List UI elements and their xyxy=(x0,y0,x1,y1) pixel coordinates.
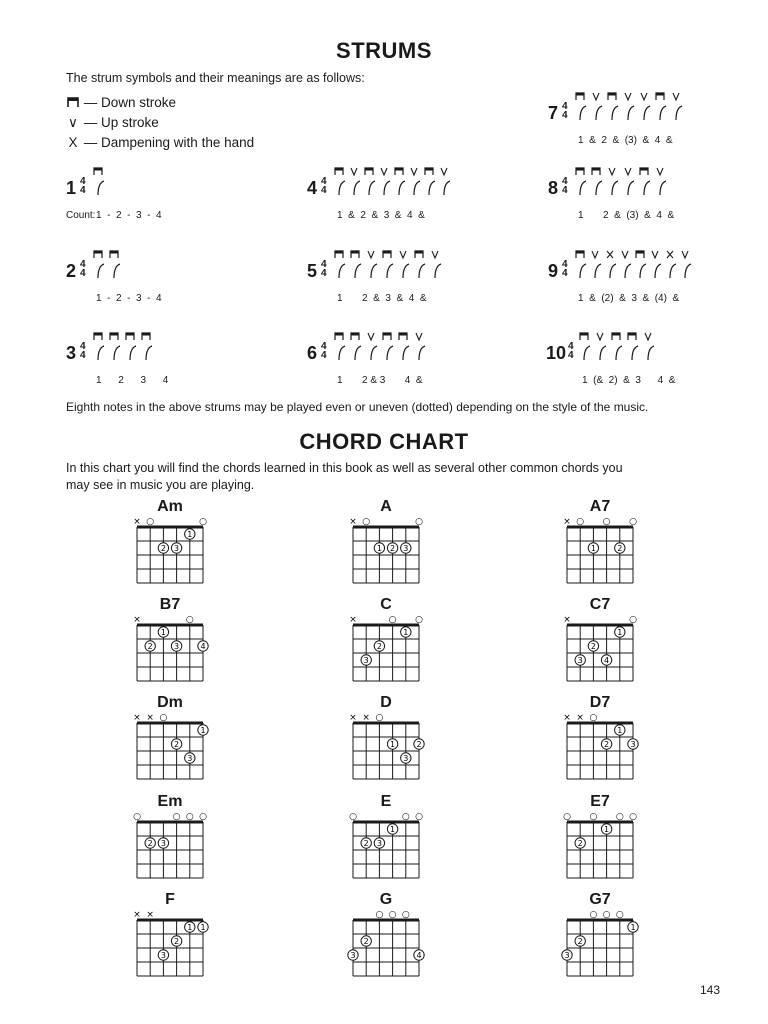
finger-number: 3 xyxy=(350,951,356,960)
intro-line-2: may see in music you are playing. xyxy=(66,478,255,492)
note-stem xyxy=(339,346,345,360)
strum-counts: 1 & (2) & 3 & (4) & xyxy=(578,293,680,304)
strum-notation xyxy=(333,332,463,366)
strum-notation xyxy=(92,250,222,284)
finger-number: 2 xyxy=(174,937,180,946)
up-stroke-icon xyxy=(411,168,417,175)
down-stroke-icon xyxy=(576,251,584,258)
note-stem xyxy=(632,346,638,360)
note-stem xyxy=(644,106,650,120)
down-stroke-icon xyxy=(656,93,664,100)
note-stem xyxy=(580,264,586,278)
up-stroke-icon xyxy=(416,333,422,340)
finger-number: 4 xyxy=(416,951,422,960)
down-stroke-icon xyxy=(395,168,403,175)
note-stem xyxy=(114,346,120,360)
chord-chart-intro xyxy=(66,460,716,494)
note-stem xyxy=(660,106,666,120)
down-stroke-icon xyxy=(580,333,588,340)
finger-number: 3 xyxy=(174,642,180,651)
strums-title: STRUMS xyxy=(336,38,432,63)
chord-diagram-a xyxy=(345,515,427,591)
note-stem xyxy=(146,346,152,360)
strum-number: 6 xyxy=(307,343,318,363)
time-signature: 4 4 xyxy=(321,341,327,361)
strum-number: 3 xyxy=(66,343,77,363)
finger-number: 3 xyxy=(564,951,570,960)
finger-number: 2 xyxy=(160,544,166,553)
open-string-icon: ○ xyxy=(185,812,194,822)
chord-name-c: C xyxy=(380,596,392,613)
finger-number: 3 xyxy=(577,656,583,665)
finger-number: 3 xyxy=(630,740,636,749)
note-stem xyxy=(616,346,622,360)
open-string-icon: ○ xyxy=(602,910,611,920)
down-stroke-icon xyxy=(351,333,359,340)
open-string-icon: ○ xyxy=(199,812,207,822)
strum-counts: 1 2 3 4 xyxy=(96,375,169,386)
legend-dampen xyxy=(66,135,254,150)
note-stem xyxy=(612,106,618,120)
strum-notation xyxy=(574,92,704,126)
down-stroke-icon xyxy=(383,251,391,258)
finger-number: 1 xyxy=(160,628,166,637)
note-stem xyxy=(610,264,616,278)
note-stem xyxy=(648,346,654,360)
legend-down-stroke xyxy=(66,95,176,110)
note-stem xyxy=(580,181,586,195)
open-string-icon: ○ xyxy=(629,615,637,625)
strum-number: 1 xyxy=(66,178,77,198)
up-stroke-icon xyxy=(593,93,599,100)
note-stem xyxy=(399,181,405,195)
note-stem xyxy=(660,181,666,195)
finger-number: 3 xyxy=(403,754,409,763)
legend-up-stroke xyxy=(66,115,159,131)
note-stem xyxy=(444,181,450,195)
count-label: Count: xyxy=(66,210,96,221)
time-signature: 4 4 xyxy=(321,176,327,196)
note-stem xyxy=(355,346,361,360)
time-signature: 4 4 xyxy=(80,341,86,361)
down-stroke-icon xyxy=(335,168,343,175)
note-stem xyxy=(403,346,409,360)
open-string-icon: ○ xyxy=(388,615,397,625)
up-stroke-icon xyxy=(597,333,603,340)
chord-name-g7: G7 xyxy=(589,891,611,908)
note-stem xyxy=(419,264,425,278)
open-string-icon: ○ xyxy=(629,517,637,527)
finger-number: 1 xyxy=(187,530,193,539)
chord-diagram-b7 xyxy=(129,613,211,689)
open-string-icon: ○ xyxy=(615,812,624,822)
time-signature: 4 4 xyxy=(562,176,568,196)
strum-number: 4 xyxy=(307,178,318,198)
open-string-icon: ○ xyxy=(589,812,598,822)
down-stroke-icon xyxy=(94,168,102,175)
legend-label: — Up stroke xyxy=(83,115,159,130)
note-stem xyxy=(98,181,104,195)
strum-counts: 1 - 2 - 3 - 4 xyxy=(96,210,162,221)
dampen-icon xyxy=(667,251,673,258)
finger-number: 1 xyxy=(390,825,396,834)
note-stem xyxy=(429,181,435,195)
note-stem xyxy=(628,106,634,120)
strum-number: 8 xyxy=(548,178,559,198)
open-string-icon: ○ xyxy=(401,812,410,822)
finger-number: 1 xyxy=(617,726,623,735)
up-stroke-icon xyxy=(351,168,357,175)
down-stroke-icon xyxy=(612,333,620,340)
note-stem xyxy=(339,264,345,278)
open-string-icon: ○ xyxy=(576,517,585,527)
strum-notation xyxy=(92,167,222,201)
muted-string-icon: × xyxy=(146,910,154,920)
open-string-icon: ○ xyxy=(375,713,384,723)
chord-diagram-e7 xyxy=(559,810,641,886)
up-stroke-icon xyxy=(625,168,631,175)
muted-string-icon: × xyxy=(563,615,571,625)
muted-string-icon: × xyxy=(133,615,141,625)
finger-number: 3 xyxy=(363,656,369,665)
finger-number: 2 xyxy=(577,937,583,946)
chord-name-f: F xyxy=(165,891,175,908)
down-stroke-icon xyxy=(576,168,584,175)
note-stem xyxy=(403,264,409,278)
finger-number: 1 xyxy=(200,923,206,932)
note-stem xyxy=(625,264,631,278)
note-stem xyxy=(114,264,120,278)
chord-name-d7: D7 xyxy=(589,694,611,711)
down-stroke-icon xyxy=(351,251,359,258)
up-stroke-icon xyxy=(622,251,628,258)
strum-number: 5 xyxy=(307,261,318,281)
chord-name-e7: E7 xyxy=(590,793,610,810)
note-stem xyxy=(369,181,375,195)
up-stroke-icon xyxy=(682,251,688,258)
down-stroke-icon xyxy=(608,93,616,100)
open-string-icon: ○ xyxy=(415,615,423,625)
chord-diagram-e xyxy=(345,810,427,886)
note-stem xyxy=(419,346,425,360)
chord-name-a: A xyxy=(380,498,392,515)
finger-number: 3 xyxy=(160,951,166,960)
open-string-icon: ○ xyxy=(199,517,207,527)
chord-diagram-f xyxy=(129,908,211,984)
chord-diagram-d7 xyxy=(559,711,641,787)
open-string-icon: ○ xyxy=(349,812,357,822)
open-string-icon: ○ xyxy=(401,910,410,920)
note-stem xyxy=(98,346,104,360)
chord-name-e: E xyxy=(380,793,392,810)
muted-string-icon: × xyxy=(146,713,154,723)
legend-label: — Dampening with the hand xyxy=(83,135,255,150)
chord-diagram-dm xyxy=(129,711,211,787)
up-stroke-icon xyxy=(592,251,598,258)
down-stroke-icon xyxy=(592,168,600,175)
open-string-icon: ○ xyxy=(589,910,598,920)
note-stem xyxy=(435,264,441,278)
finger-number: 2 xyxy=(147,642,153,651)
finger-number: 1 xyxy=(200,726,206,735)
down-stroke-icon xyxy=(365,168,373,175)
open-string-icon: ○ xyxy=(146,517,155,527)
down-stroke-icon xyxy=(142,333,150,340)
legend-label: — Down stroke xyxy=(83,95,177,110)
open-string-icon: ○ xyxy=(362,517,371,527)
open-string-icon: ○ xyxy=(375,910,384,920)
note-stem xyxy=(387,346,393,360)
finger-number: 3 xyxy=(403,544,409,553)
down-stroke-icon xyxy=(66,96,80,108)
finger-number: 1 xyxy=(590,544,596,553)
down-stroke-icon xyxy=(110,251,118,258)
note-stem xyxy=(580,106,586,120)
finger-number: 2 xyxy=(390,544,396,553)
finger-number: 2 xyxy=(604,740,610,749)
up-stroke-icon xyxy=(441,168,447,175)
open-string-icon: ○ xyxy=(185,615,194,625)
chord-name-em: Em xyxy=(157,793,183,810)
finger-number: 1 xyxy=(390,740,396,749)
finger-number: 4 xyxy=(200,642,206,651)
finger-number: 3 xyxy=(376,839,382,848)
down-stroke-icon xyxy=(425,168,433,175)
up-stroke-icon xyxy=(625,93,631,100)
strum-notation xyxy=(333,167,463,201)
note-stem xyxy=(387,264,393,278)
finger-number: 2 xyxy=(363,937,369,946)
finger-number: 1 xyxy=(376,544,382,553)
down-stroke-icon xyxy=(126,333,134,340)
strums-footnote: Eighth notes in the above strums may be played even or uneven (dotted) depending on the style of the music. xyxy=(66,400,649,414)
muted-string-icon: × xyxy=(563,517,571,527)
down-stroke-icon xyxy=(399,333,407,340)
note-stem xyxy=(384,181,390,195)
chord-diagram-am xyxy=(129,515,211,591)
note-stem xyxy=(371,346,377,360)
finger-number: 1 xyxy=(187,923,193,932)
time-signature: 4 4 xyxy=(80,176,86,196)
down-stroke-icon xyxy=(94,333,102,340)
finger-number: 2 xyxy=(363,839,369,848)
finger-number: 2 xyxy=(147,839,153,848)
chord-diagram-em xyxy=(129,810,211,886)
up-stroke-icon xyxy=(645,333,651,340)
time-signature: 4 4 xyxy=(321,259,327,279)
up-stroke-icon xyxy=(609,168,615,175)
finger-number: 4 xyxy=(604,656,610,665)
finger-number: 2 xyxy=(617,544,623,553)
muted-string-icon: × xyxy=(576,713,584,723)
intro-line-1: In this chart you will find the chords learned in this book as well as several other common chords you xyxy=(66,461,623,475)
chord-name-b7: B7 xyxy=(159,596,181,613)
strum-notation xyxy=(578,332,708,366)
strum-notation xyxy=(574,250,704,284)
note-stem xyxy=(600,346,606,360)
chord-diagram-g7 xyxy=(559,908,641,984)
time-signature: 4 4 xyxy=(562,259,568,279)
down-stroke-icon xyxy=(335,333,343,340)
finger-number: 1 xyxy=(604,825,610,834)
note-stem xyxy=(414,181,420,195)
down-stroke-icon xyxy=(335,251,343,258)
strum-notation xyxy=(333,250,463,284)
down-stroke-icon xyxy=(110,333,118,340)
open-string-icon: ○ xyxy=(629,812,637,822)
note-stem xyxy=(596,106,602,120)
note-stem xyxy=(628,181,634,195)
chord-name-a7: A7 xyxy=(589,498,611,515)
strum-counts: 1 2 & 3 4 & xyxy=(337,375,423,386)
up-stroke-icon xyxy=(368,251,374,258)
up-stroke-icon xyxy=(641,93,647,100)
down-stroke-icon xyxy=(640,168,648,175)
note-stem xyxy=(655,264,661,278)
strum-counts: 1 (& 2) & 3 4 & xyxy=(582,375,676,386)
strum-counts: 1 2 & (3) & 4 & xyxy=(578,210,675,221)
note-stem xyxy=(640,264,646,278)
strum-counts: 1 - 2 - 3 - 4 xyxy=(96,293,162,304)
chord-diagram-c7 xyxy=(559,613,641,689)
strum-number: 9 xyxy=(548,261,559,281)
up-stroke-icon xyxy=(657,168,663,175)
finger-number: 1 xyxy=(617,628,623,637)
finger-number: 2 xyxy=(577,839,583,848)
down-stroke-icon xyxy=(383,333,391,340)
note-stem xyxy=(339,181,345,195)
chord-chart-title: CHORD CHART xyxy=(299,429,469,454)
note-stem xyxy=(355,264,361,278)
finger-number: 3 xyxy=(174,544,180,553)
up-stroke-icon: ∨ xyxy=(68,115,78,130)
down-stroke-icon xyxy=(576,93,584,100)
strum-number: 2 xyxy=(66,261,77,281)
note-stem xyxy=(354,181,360,195)
open-string-icon: ○ xyxy=(415,812,423,822)
open-string-icon: ○ xyxy=(388,910,397,920)
note-stem xyxy=(130,346,136,360)
chord-diagram-d xyxy=(345,711,427,787)
note-stem xyxy=(676,106,682,120)
chord-name-g: G xyxy=(379,891,393,908)
up-stroke-icon xyxy=(381,168,387,175)
time-signature: 4 4 xyxy=(562,101,568,121)
strum-number: 10 xyxy=(546,343,567,363)
finger-number: 2 xyxy=(416,740,422,749)
open-string-icon: ○ xyxy=(589,713,598,723)
note-stem xyxy=(685,264,691,278)
up-stroke-icon xyxy=(432,251,438,258)
chord-name-am: Am xyxy=(157,498,183,515)
note-stem xyxy=(644,181,650,195)
open-string-icon: ○ xyxy=(563,812,571,822)
chord-name-c7: C7 xyxy=(589,596,611,613)
muted-string-icon: × xyxy=(133,713,141,723)
muted-string-icon: × xyxy=(362,713,370,723)
chord-diagram-c xyxy=(345,613,427,689)
strum-counts: 1 2 & 3 & 4 & xyxy=(337,293,427,304)
finger-number: 3 xyxy=(187,754,193,763)
finger-number: 1 xyxy=(630,923,636,932)
muted-string-icon: × xyxy=(133,517,141,527)
chord-diagram-a7 xyxy=(559,515,641,591)
muted-string-icon: × xyxy=(563,713,571,723)
down-stroke-icon xyxy=(94,251,102,258)
open-string-icon: ○ xyxy=(615,910,624,920)
note-stem xyxy=(584,346,590,360)
note-stem xyxy=(670,264,676,278)
time-signature: 4 4 xyxy=(568,341,574,361)
down-stroke-icon xyxy=(628,333,636,340)
chord-name-d: D xyxy=(380,694,392,711)
up-stroke-icon xyxy=(652,251,658,258)
finger-number: 2 xyxy=(174,740,180,749)
finger-number: 2 xyxy=(376,642,382,651)
strum-counts: 1 & 2 & 3 & 4 & xyxy=(337,210,425,221)
strum-notation xyxy=(574,167,704,201)
strum-notation xyxy=(92,332,222,366)
strum-number: 7 xyxy=(548,103,559,123)
up-stroke-icon xyxy=(673,93,679,100)
open-string-icon: ○ xyxy=(159,713,168,723)
time-signature: 4 4 xyxy=(80,259,86,279)
open-string-icon: ○ xyxy=(602,517,611,527)
up-stroke-icon xyxy=(400,251,406,258)
finger-number: 2 xyxy=(590,642,596,651)
open-string-icon: ○ xyxy=(133,812,141,822)
strum-counts: 1 & 2 & (3) & 4 & xyxy=(578,135,673,146)
muted-string-icon: × xyxy=(133,910,141,920)
muted-string-icon: × xyxy=(349,713,357,723)
open-string-icon: ○ xyxy=(172,812,181,822)
down-stroke-icon xyxy=(415,251,423,258)
note-stem xyxy=(98,264,104,278)
page-number: 143 xyxy=(700,983,721,997)
dampen-icon: X xyxy=(68,135,78,150)
chord-diagram-g xyxy=(345,908,427,984)
muted-string-icon: × xyxy=(349,615,357,625)
note-stem xyxy=(595,264,601,278)
dampen-icon xyxy=(607,251,613,258)
up-stroke-icon xyxy=(368,333,374,340)
down-stroke-icon xyxy=(636,251,644,258)
note-stem xyxy=(612,181,618,195)
open-string-icon: ○ xyxy=(415,517,423,527)
strums-intro: The strum symbols and their meanings are as follows: xyxy=(66,71,365,85)
muted-string-icon: × xyxy=(349,517,357,527)
chord-name-dm: Dm xyxy=(157,694,183,711)
note-stem xyxy=(371,264,377,278)
note-stem xyxy=(596,181,602,195)
finger-number: 1 xyxy=(403,628,409,637)
finger-number: 3 xyxy=(160,839,166,848)
